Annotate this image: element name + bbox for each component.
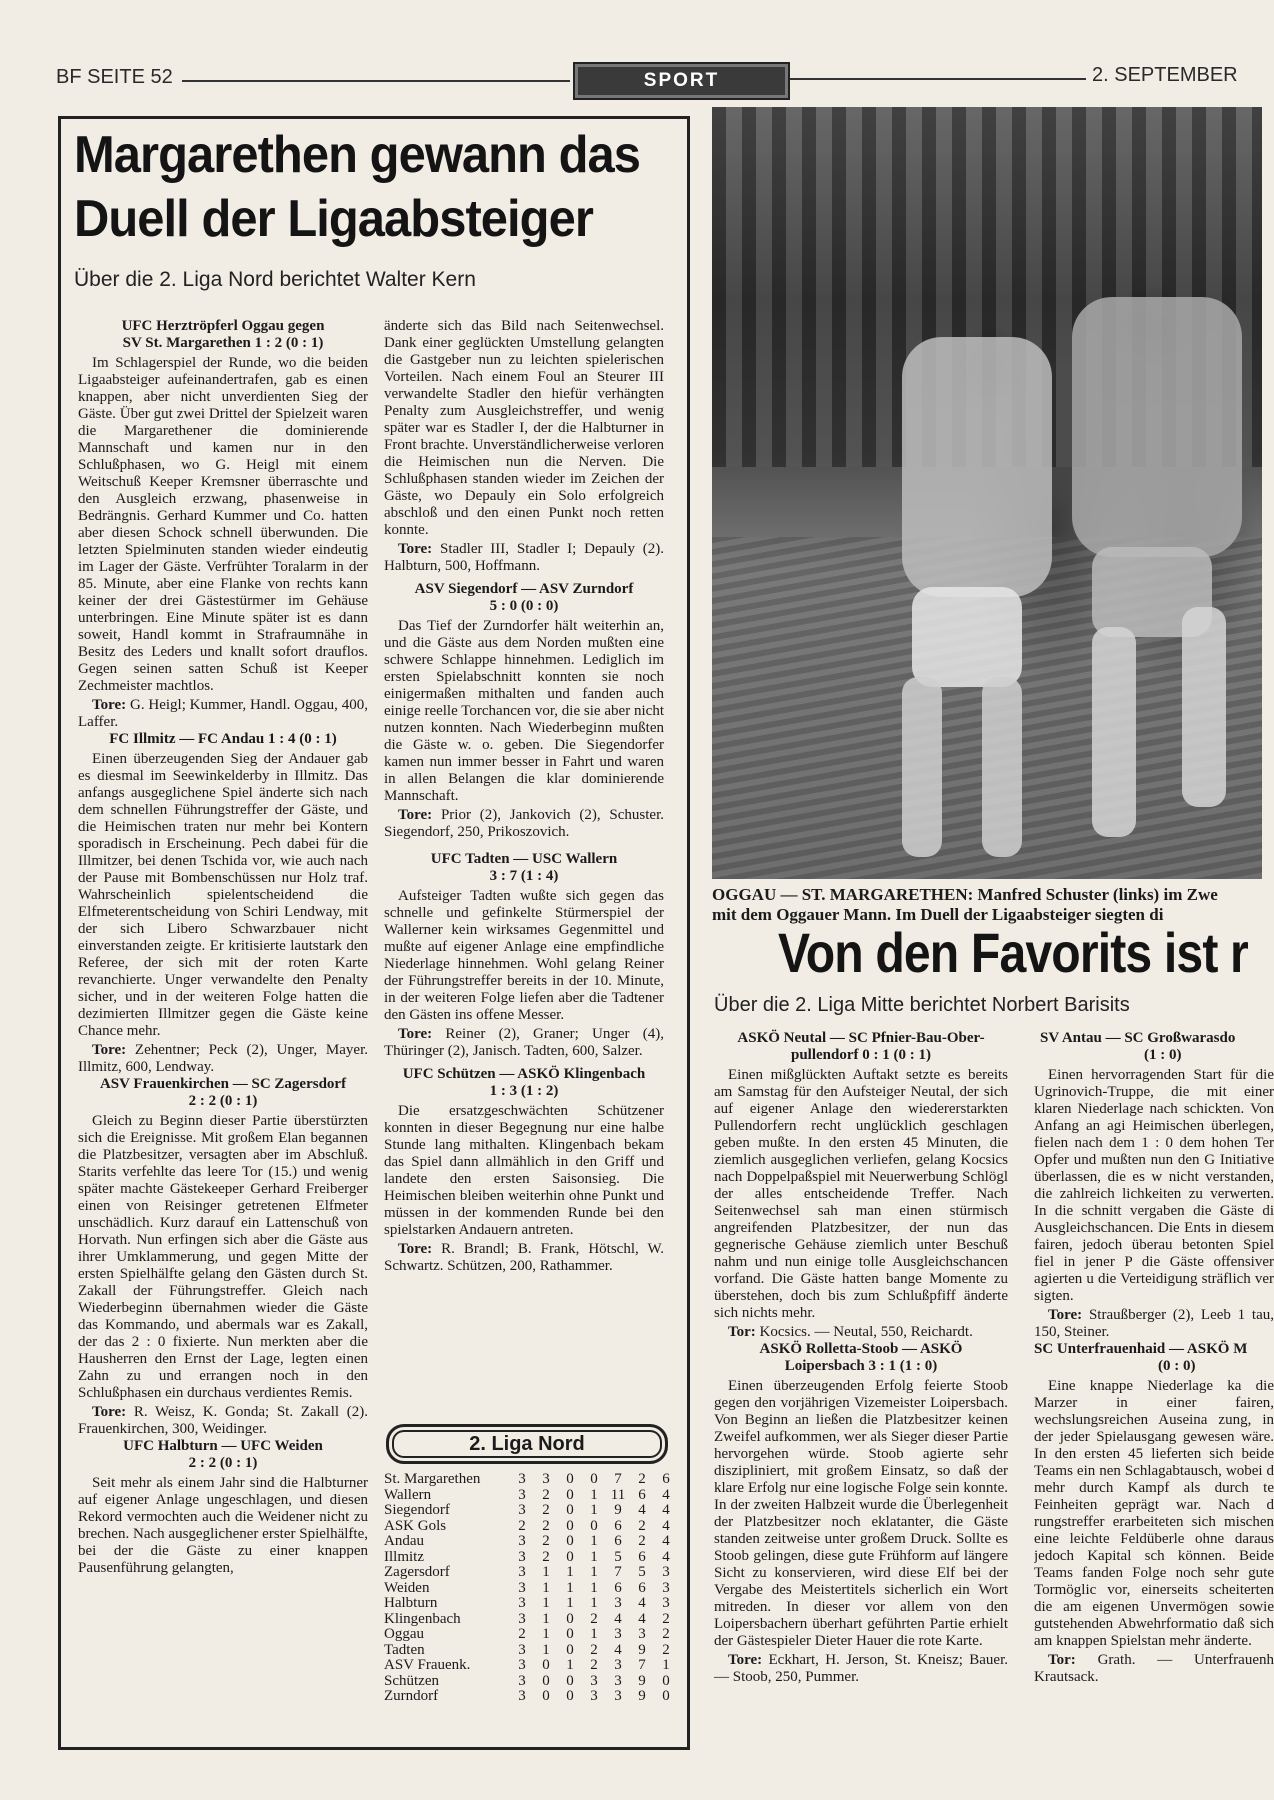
- standings-stat: 1: [662, 1657, 670, 1673]
- standings-stat: 7: [614, 1471, 622, 1487]
- match-heading: ASKÖ Rolletta-Stoob — ASKÖ Loipersbach 3 : 1 (1 : 0): [759, 1341, 963, 1374]
- standings-stat: 1: [590, 1564, 598, 1580]
- standings-stat: 0: [542, 1657, 550, 1673]
- standings-stat: 1: [542, 1595, 550, 1611]
- standings-stat: 3: [614, 1672, 622, 1689]
- match-heading: ASKÖ Neutal — SC Pfnier-Bau-Ober- pullendorf 0 : 1 (0 : 1): [737, 1030, 985, 1063]
- standings-stat: 5: [614, 1548, 622, 1565]
- match-scorers: Tore: G. Heigl; Kummer, Handl. Oggau, 400, Laffer.: [78, 697, 368, 730]
- match-body: Seit mehr als einem Jahr sind die Halbturner auf eigener Anlage ungeschlagen, und diesen Rekord vermochten auch die Weidener nicht zu brechen. Nach ausgeglichener erster Spielhälfte, bei der die Gäste zu einer knappen Pausenführung gelangten,: [78, 1475, 368, 1576]
- standings-stat: 9: [614, 1502, 622, 1518]
- standings-stat: 1: [566, 1564, 574, 1580]
- standings-stat: 2: [662, 1641, 670, 1658]
- match-body: Die ersatzgeschwächten Schützener konnten in dieser Begegnung nur eine halbe Stunde lang mithalten. Klingenbach bekam das Spiel dann allmählich in den Griff und landete den ersten Saisonsieg. Die Heimischen bleiben weiterhin ohne Punkt und müssen in der kommenden Runde bei den spielstarken Andauern antreten.: [384, 1103, 664, 1238]
- standings-stat: 1: [566, 1595, 574, 1611]
- standings-stat: 3: [614, 1626, 622, 1642]
- team-name: Zurndorf: [384, 1688, 439, 1704]
- standings-row: [384, 1612, 678, 1628]
- match-body: Einen hervorragenden Start für die Ugrinovich-Truppe, die mit einer klaren Niederlage nach schickten. Von Anfang an agi Heimischen überlegen, fielen nach dem 1 : 0 dem hohen Ter Opfer und mußten nun den G Initiative überlassen, die es w nicht verstanden, die zahlreich lichkeiten zu verwerten. In die schnitt vergaben die Gäste di Ausgleichschancen. Die Ents in diesem fairen, jedoch überau betonten Spiel fiel in jener P die Gäste offensiver agierten u die Verteidigung sträflich ver sigten.: [1034, 1067, 1274, 1304]
- standings-stat: 3: [542, 1471, 550, 1487]
- team-name: Illmitz: [384, 1548, 424, 1565]
- match-heading: SV Antau — SC Großwarasdo (1 : 0): [1040, 1030, 1236, 1063]
- match-report: [78, 1438, 368, 1577]
- match-scorers: Tore: Zehentner; Peck (2), Unger, Mayer. Illmitz, 600, Lendway.: [78, 1042, 368, 1075]
- standings-row: [384, 1534, 678, 1550]
- standings-stat: 2: [518, 1626, 526, 1642]
- match-scorers: Tor: Grath. — Unterfrauenh Krautsack.: [1034, 1652, 1274, 1685]
- standings-stat: 2: [662, 1626, 670, 1642]
- standings-stat: 3: [590, 1688, 598, 1704]
- match-photo: [712, 107, 1262, 879]
- standings-stat: 0: [566, 1626, 574, 1642]
- match-body: Einen mißglückten Auftakt setzte es bereits am Samstag für den Aufsteiger Neutal, der sich auf eigener Anlage den wiedererstarkten Pullendorfern recht unglücklich geschlagen geben mußte. In den ersten 45 Minuten, die ziemlich ausgeglichen verliefen, gelang Kocsics nach Doppelpaßspiel mit Neuerwerbung Schlögl der alles entscheidende Treffer. Nach Seitenwechsel sah man einen stürmisch angreifenden Platzbesitzer, der nun das gegnerische Gehäuse ziemlich unter Beschuß nahm und nun einige tolle Ausgleichschancen vorfand. Die Gäste hatten bange Momente zu überstehen, doch bis zum Schlußpfiff änderte sich nichts mehr.: [714, 1067, 1008, 1321]
- standings-stat: 3: [518, 1486, 526, 1503]
- match-report: [1034, 1030, 1274, 1341]
- standings-stat: 4: [614, 1610, 622, 1627]
- standings-row: [384, 1503, 678, 1519]
- match-body: änderte sich das Bild nach Seitenwechsel. Dank einer geglückten Umstellung gelangten die Gastgeber nun zu leichten spielerischen Vorteilen. Nach einem Foul an Steurer III verwandelte Stadler den hiefür verhängten Penalty zum Ausgleichstreffer, und wenig später war es Stadler I, der die Halbturner in Front brachte. Unverständlicherweise verloren die Heimischen nun die Nerven. Die Schlußphasen standen wieder im Zeichen der Gäste, wo Depauly ein Solo erfolgreich abschloß und den einen Punkt noch retten konnte.: [384, 318, 664, 538]
- page-number: BF SEITE 52: [56, 66, 173, 88]
- match-report: [384, 851, 664, 1060]
- standings-stat: 1: [566, 1657, 574, 1673]
- standings-row: [384, 1596, 678, 1612]
- standings-stat: 0: [566, 1548, 574, 1565]
- match-scorers: Tore: R. Weisz, K. Gonda; St. Zakall (2). Frauenkirchen, 300, Weidinger.: [78, 1404, 368, 1437]
- standings-stat: 2: [638, 1533, 646, 1549]
- standings-stat: 2: [590, 1610, 598, 1627]
- standings-stat: 0: [566, 1533, 574, 1549]
- standings-row: [384, 1674, 678, 1690]
- standings-row: [384, 1519, 678, 1535]
- match-heading: SC Unterfrauenhaid — ASKÖ M (0 : 0): [1034, 1341, 1248, 1374]
- standings-stat: 1: [590, 1486, 598, 1503]
- headline-line2: Duell der Ligaabsteiger: [74, 190, 593, 248]
- standings-stat: 0: [566, 1486, 574, 1503]
- team-name: Schützen: [384, 1672, 439, 1689]
- standings-stat: 0: [566, 1471, 574, 1487]
- standings-stat: 2: [542, 1533, 550, 1549]
- article2-column1: [714, 1030, 1008, 1686]
- standings-stat: 2: [590, 1657, 598, 1673]
- team-name: Siegendorf: [384, 1502, 450, 1518]
- player-left-leg: [902, 677, 942, 857]
- photo-caption: [712, 885, 1272, 925]
- standings-stat: 3: [518, 1688, 526, 1704]
- standings-stat: 3: [518, 1502, 526, 1518]
- standings-stat: 4: [662, 1502, 670, 1518]
- team-name: Weiden: [384, 1579, 430, 1596]
- header-rule-left: [182, 80, 570, 82]
- standings-stat: 1: [542, 1626, 550, 1642]
- standings-table: [384, 1472, 678, 1705]
- player-left-shirt: [902, 337, 1052, 597]
- byline: Über die 2. Liga Nord berichtet Walter Kern: [74, 268, 476, 291]
- article2-column2: [1034, 1030, 1274, 1750]
- standings-stat: 3: [638, 1626, 646, 1642]
- match-heading: UFC Tadten — USC Wallern 3 : 7 (1 : 4): [430, 851, 618, 884]
- standings-stat: 6: [638, 1579, 646, 1596]
- standings-stat: 7: [614, 1564, 622, 1580]
- standings-stat: 2: [542, 1548, 550, 1565]
- standings-stat: 2: [542, 1517, 550, 1534]
- team-name: Zagersdorf: [384, 1564, 450, 1580]
- standings-stat: 1: [590, 1548, 598, 1565]
- match-scorers: Tore: Prior (2), Jankovich (2), Schuster. Siegendorf, 250, Prikoszovich.: [384, 807, 664, 840]
- standings-stat: 4: [662, 1486, 670, 1503]
- standings-row: [384, 1627, 678, 1643]
- standings-stat: 2: [590, 1641, 598, 1658]
- match-scorers: Tore: Eckhart, H. Jerson, St. Kneisz; Bauer. — Stoob, 250, Pummer.: [714, 1652, 1008, 1685]
- match-body: Im Schlagerspiel der Runde, wo die beiden Ligaabsteiger aufeinandertrafen, gab es einen knappen, aber nicht unverdienten Sieg der Gäste. Über gut zwei Drittel der Spielzeit waren die Margarethener die dominierende Mannschaft und kamen nur in den Schlußphasen, wo G. Heigl mit einem Weitschuß Keeper Kremsner überraschte und den Ausgleich erzwang, phasenweise in Bedrängnis. Gerhard Kummer und Co. hatten aber diesen Schock schnell überwunden. Die letzten Spielminuten standen wieder eindeutig im Lager der Gäste. Verfrühter Toralarm in der 85. Minute, aber eine Flanke von rechts kann keiner der drei Gästestürmer im Gehäuse unterbringen. Eine Minute später ist es dann soweit, Handl kommt in Strafraumnähe in Besitz des Leders und knallt sofort drauflos. Gegen seinen satten Schuß ist Keeper Zechmeister machtlos.: [78, 355, 368, 694]
- standings-stat: 2: [542, 1502, 550, 1518]
- team-name: Tadten: [384, 1641, 425, 1658]
- standings-stat: 0: [662, 1688, 670, 1704]
- standings-stat: 2: [542, 1486, 550, 1503]
- standings-stat: 0: [566, 1688, 574, 1704]
- player-left-leg: [982, 677, 1022, 857]
- standings-stat: 1: [542, 1610, 550, 1627]
- standings-stat: 3: [518, 1533, 526, 1549]
- caption-line: mit dem Oggauer Mann. Im Duell der Ligaabsteiger siegten di: [712, 905, 1164, 924]
- standings-stat: 3: [614, 1657, 622, 1673]
- standings-stat: 2: [638, 1471, 646, 1487]
- match-report: [384, 1066, 664, 1275]
- standings-stat: 1: [590, 1533, 598, 1549]
- match-heading: FC Illmitz — FC Andau 1 : 4 (0 : 1): [109, 731, 337, 747]
- match-heading: UFC Herztröpferl Oggau gegen SV St. Margarethen 1 : 2 (0 : 1): [121, 318, 325, 351]
- standings-stat: 1: [590, 1579, 598, 1596]
- standings-stat: 3: [662, 1564, 670, 1580]
- standings-row: [384, 1581, 678, 1597]
- team-name: Andau: [384, 1533, 424, 1549]
- standings-stat: 3: [518, 1641, 526, 1658]
- standings-stat: 6: [614, 1517, 622, 1534]
- player-right-leg: [1092, 627, 1136, 837]
- standings-row: [384, 1488, 678, 1504]
- standings-row: [384, 1472, 678, 1488]
- standings-stat: 4: [662, 1533, 670, 1549]
- standings-stat: 3: [518, 1672, 526, 1689]
- standings-stat: 0: [566, 1610, 574, 1627]
- standings-stat: 0: [590, 1471, 598, 1487]
- standings-stat: 1: [590, 1626, 598, 1642]
- match-body: Einen überzeugenden Sieg der Andauer gab es diesmal im Seewinkelderby in Illmitz. Das anfangs ausgeglichene Spiel änderte sich nach dem schnellen Führungstreffer der Gäste, und die Heimischen traten nur mehr bei Kontern sporadisch in Erscheinung. Pech dabei für die Illmitzer, bei denen Tschida vor, wie auch nach der Pause mit Bombenschüssen nur Holz traf. Wahrscheinlich spielentscheidend die Elfmeterentscheidung von Schiri Lendway, mit der sich Libero Schwarzbauer nicht einverstanden zeigte. Er kritisierte lautstark den Referee, der sich mit der roten Karte revanchierte. Unger verwandelte den Penalty sicher, und in der weiteren Folge hatten die dezimierten Illmitzer gegen die Gäste keine Chance mehr.: [78, 751, 368, 1039]
- standings-stat: 4: [638, 1502, 646, 1518]
- team-name: Wallern: [384, 1486, 432, 1503]
- standings-stat: 0: [566, 1641, 574, 1658]
- article1-column1: [78, 318, 368, 1577]
- team-name: ASV Frauenk.: [384, 1657, 471, 1673]
- article1-column2: [384, 318, 664, 1275]
- standings-row: [384, 1565, 678, 1581]
- standings-row: [384, 1643, 678, 1659]
- standings-stat: 1: [590, 1502, 598, 1518]
- standings-stat: 6: [662, 1471, 670, 1487]
- match-heading: ASV Siegendorf — ASV Zurndorf 5 : 0 (0 : 0): [414, 581, 634, 614]
- standings-stat: 6: [614, 1579, 622, 1596]
- standings-stat: 4: [662, 1517, 670, 1534]
- standings-stat: 9: [638, 1641, 646, 1658]
- standings-stat: 3: [518, 1657, 526, 1673]
- standings-stat: 0: [662, 1672, 670, 1689]
- match-body: Gleich zu Beginn dieser Partie überstürzten sich die Ereignisse. Mit großem Elan begannen die Platzbesitzer, versagten aber im Abschluß. Starits verfehlte das leere Tor (15.) und wenig später machte Gästekeeper Gerhard Freiberger einen von Reisinger getretenen Elfmeter unschädlich. Kurz darauf ein Lattenschuß von Horvath. Nun erfingen sich aber die Gäste aus ihrer Umklammerung, und gegen Mitte der ersten Spielhälfte gelang den Gästen durch St. Zakall der Führungstreffer. Gleich nach Wiederbeginn übernahmen wieder die Gäste das Kommando, und abermals war es Zakall, der das 2 : 0 fixierte. Nun merkten aber die Hausherren den Ernst der Lage, legten einen Zahn zu und errangen noch in den Schlußphasen ein durchaus verdientes Remis.: [78, 1113, 368, 1401]
- match-scorers: Tor: Kocsics. — Neutal, 550, Reichardt.: [728, 1324, 973, 1340]
- standings-stat: 3: [614, 1595, 622, 1611]
- match-scorers: Tore: Stadler III, Stadler I; Depauly (2). Halbturn, 500, Hoffmann.: [384, 541, 665, 574]
- match-body: Einen überzeugenden Erfolg feierte Stoob gegen den vorjährigen Vizemeister Loipersbach. Von Beginn an ließen die Platzbesitzer keinen Zweifel aufkommen, wer als Sieger dieser Partie hervorgehen würde. Stoob agierte sehr diszipliniert, mit großem Einsatz, so daß der klare Erfolg nur eine logische Folge sein konnte. In der zweiten Halbzeit wurde die Überlegenheit der Platzbesitzer noch eklatanter, die Gäste standen zeitweise unter großem Druck. Sollte es Stoob gelingen, diese gute Frühform auf längere Sicht zu konservieren, wird diese Elf bei der Vergabe des Meistertitels sicherlich ein Wort mitreden. In dieser vor allem von den Loipersbachern überhart geführten Partie erhielt der Gästespieler Dieter Hauer die rote Karte.: [714, 1378, 1008, 1649]
- standings-stat: 3: [518, 1579, 526, 1596]
- player-right-leg: [1182, 607, 1226, 807]
- team-name: Halbturn: [384, 1595, 438, 1611]
- standings-stat: 5: [638, 1564, 646, 1580]
- standings-stat: 0: [566, 1502, 574, 1518]
- standings-stat: 0: [590, 1517, 598, 1534]
- team-name: ASK Gols: [384, 1517, 447, 1534]
- match-report: [714, 1341, 1008, 1686]
- match-report: [78, 1076, 368, 1438]
- standings-row: [384, 1689, 678, 1705]
- article2-headline: Von den Favorits ist r: [778, 921, 1248, 984]
- standings-title: 2. Liga Nord: [386, 1424, 668, 1464]
- standings-stat: 2: [518, 1517, 526, 1534]
- standings-stat: 0: [566, 1672, 574, 1689]
- match-heading: UFC Schützen — ASKÖ Klingenbach 1 : 3 (1 : 2): [402, 1066, 646, 1099]
- standings-stat: 4: [638, 1610, 646, 1627]
- match-body: Das Tief der Zurndorfer hält weiterhin an, und die Gäste aus dem Norden mußten eine schwere Schlappe hinnehmen. Lediglich im ersten Spielabschnitt konnten sie noch einigermaßen mithalten und fanden auch einige reelle Torchancen vor, die sie aber nicht nutzen konnten. Nach Wiederbeginn mußten die Gäste w. o. geben. Die Siegendorfer kamen nun immer besser in Fahrt und waren in allen Belangen die klar dominierende Mannschaft.: [384, 618, 664, 804]
- standings-stat: 0: [566, 1517, 574, 1534]
- standings-row: [384, 1658, 678, 1674]
- standings-stat: 3: [662, 1595, 670, 1611]
- standings-stat: 2: [638, 1517, 646, 1534]
- match-body: Eine knappe Niederlage ka die Marzer in einer fairen, wechslungsreichen Auseina zung, in der jeder Spielausgang gewesen wäre. In den ersten 45 lieferten sich beide Teams ein nen Schlagabtausch, wobei d mehr durch Kampf als durch te Feinheiten geprägt war. Nach d rungstreffer erarbeiteten sich mischen eine leichte Feldüberle ohne daraus jedoch Kapital sch können. Beide Teams fanden Folge noch sehr gute Tormöglic vor, einerseits scheiterten die am eigenen Unvermögen sowie gutstehenden Abwehrformatio daß sich am knappen Spielstan mehr änderte.: [1034, 1378, 1274, 1649]
- player-right-shirt: [1072, 297, 1242, 557]
- match-report: [78, 318, 368, 731]
- match-report: [714, 1030, 1008, 1341]
- standings-stat: 3: [518, 1595, 526, 1611]
- standings-stat: 1: [566, 1579, 574, 1596]
- standings-row: [384, 1550, 678, 1566]
- standings-stat: 7: [638, 1657, 646, 1673]
- section-banner: SPORT: [573, 62, 790, 100]
- standings-stat: 6: [638, 1548, 646, 1565]
- standings-stat: 9: [638, 1688, 646, 1704]
- standings-stat: 1: [542, 1564, 550, 1580]
- standings-stat: 1: [542, 1579, 550, 1596]
- issue-date: 2. SEPTEMBER: [1092, 64, 1238, 86]
- standings-stat: 4: [614, 1641, 622, 1658]
- match-report: [78, 731, 368, 1076]
- standings-stat: 3: [590, 1672, 598, 1689]
- team-name: Klingenbach: [384, 1610, 461, 1627]
- match-scorers: Tore: R. Brandl; B. Frank, Hötschl, W. Schwartz. Schützen, 200, Rathammer.: [384, 1241, 664, 1274]
- player-left-shorts: [912, 587, 1022, 687]
- match-report: [384, 581, 664, 841]
- caption-line: OGGAU — ST. MARGARETHEN: Manfred Schuster (links) im Zwe: [712, 885, 1218, 904]
- match-heading: ASV Frauenkirchen — SC Zagersdorf 2 : 2 (0 : 1): [99, 1076, 347, 1109]
- header-rule-right: [790, 78, 1086, 80]
- standings-stat: 3: [662, 1579, 670, 1596]
- match-report: [384, 318, 664, 575]
- standings-stat: 3: [518, 1610, 526, 1627]
- standings-stat: 0: [542, 1688, 550, 1704]
- standings-stat: 6: [614, 1533, 622, 1549]
- headline-line1: Margarethen gewann das: [74, 126, 641, 184]
- match-scorers: Tore: Straußberger (2), Leeb 1 tau, 150, Steiner.: [1034, 1307, 1274, 1340]
- team-name: St. Margarethen: [384, 1471, 481, 1487]
- match-scorers: Tore: Reiner (2), Graner; Unger (4), Thüringer (2), Janisch. Tadten, 600, Salzer.: [384, 1026, 664, 1059]
- team-name: Oggau: [384, 1626, 424, 1642]
- match-heading: UFC Halbturn — UFC Weiden 2 : 2 (0 : 1): [123, 1438, 323, 1471]
- standings-stat: 3: [614, 1688, 622, 1704]
- standings-stat: 11: [610, 1486, 626, 1503]
- standings-stat: 4: [662, 1548, 670, 1565]
- standings-stat: 1: [542, 1641, 550, 1658]
- match-body: Aufsteiger Tadten wußte sich gegen das schnelle und gefinkelte Stürmerspiel der Wallerner kein wirksames Gegenmittel und mußte auf eigener Anlage eine empfindliche Niederlage hinnehmen. Wohl gelang Reiner der Führungstreffer bereits in der 10. Minute, in der weiteren Folge liefen aber die Tadtener den Gästen ins offene Messer.: [384, 888, 664, 1023]
- standings-stat: 2: [662, 1610, 670, 1627]
- standings-stat: 3: [518, 1548, 526, 1565]
- standings-stat: 6: [638, 1486, 646, 1503]
- match-report: [1034, 1341, 1274, 1686]
- standings-stat: 9: [638, 1672, 646, 1689]
- standings-stat: 3: [518, 1471, 526, 1487]
- standings-stat: 4: [638, 1595, 646, 1611]
- article2-byline: Über die 2. Liga Mitte berichtet Norbert Barisits: [714, 994, 1130, 1016]
- standings-stat: 3: [518, 1564, 526, 1580]
- standings-stat: 0: [542, 1672, 550, 1689]
- standings-stat: 1: [590, 1595, 598, 1611]
